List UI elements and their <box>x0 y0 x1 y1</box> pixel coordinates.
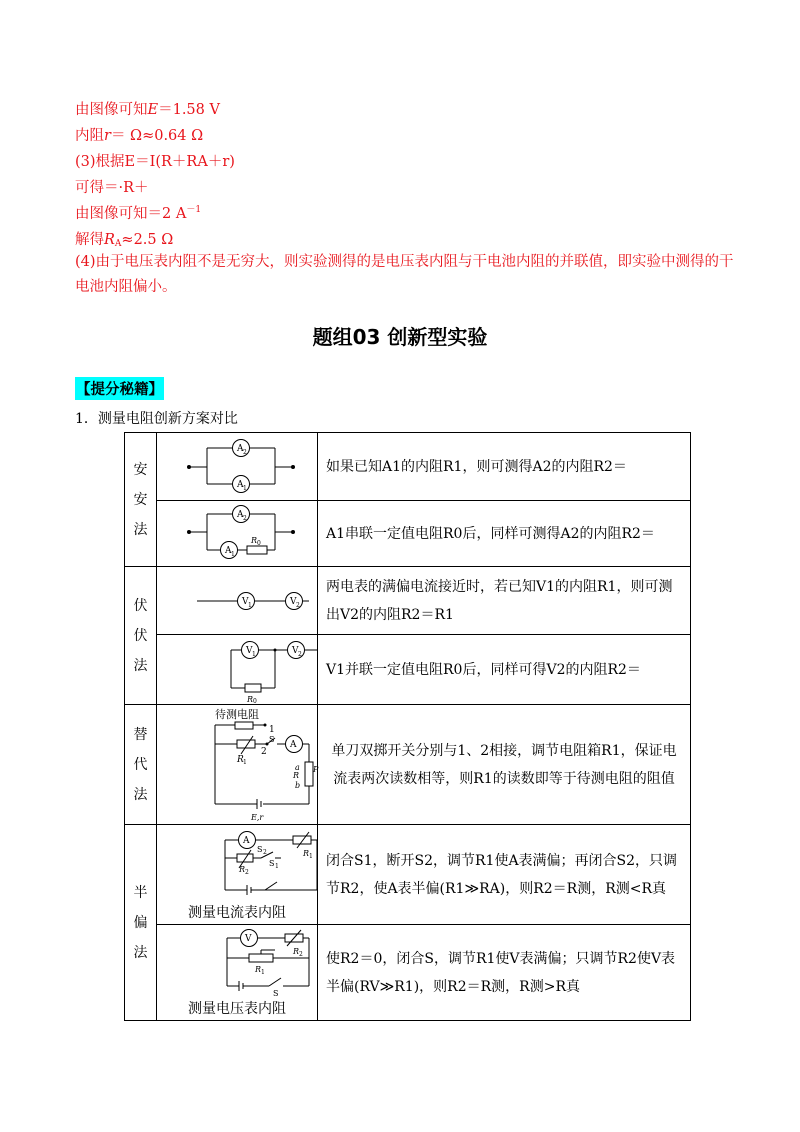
svg-text:2: 2 <box>296 601 300 609</box>
svg-text:2: 2 <box>243 514 247 522</box>
svg-text:P: P <box>313 764 319 774</box>
solution-line-1: 由图像可知E＝1.58 V <box>75 102 220 118</box>
circuit-figure <box>157 925 318 1021</box>
row-text: 闭合S1，断开S2，调节R1使A表满偏；再闭合S2，只调节R2，使A表半偏(R1≫RA)，则R2＝R测，R测<R真 <box>318 825 691 925</box>
svg-text:R: R <box>303 848 310 858</box>
svg-text:1: 1 <box>248 601 252 609</box>
svg-text:1: 1 <box>243 484 247 492</box>
svg-text:R: R <box>293 770 300 780</box>
row-text: 使R2＝0，闭合S，调节R1使V表满偏；只调节R2使V表半偏(RV≫R1)，则R2＝R测，R测>R真 <box>318 925 691 1021</box>
half-deflection-voltmeter-diagram <box>157 928 317 998</box>
substitution-circuit-diagram <box>157 706 317 824</box>
svg-text:0: 0 <box>257 539 261 547</box>
svg-text:R: R <box>293 946 300 956</box>
svg-text:A: A <box>237 443 244 454</box>
svg-text:待测电阻: 待测电阻 <box>215 707 259 721</box>
figure-caption: 测量电压表内阻 <box>188 1000 286 1017</box>
circuit-figure <box>157 567 318 635</box>
circuit-figure <box>157 705 318 825</box>
svg-text:2: 2 <box>243 448 247 456</box>
svg-text:R: R <box>247 694 254 704</box>
svg-text:1: 1 <box>261 968 265 976</box>
svg-text:R: R <box>237 754 244 765</box>
svg-text:V: V <box>292 645 299 656</box>
svg-text:S: S <box>269 858 275 868</box>
solution-line-5: 由图像可知＝2 $A^{-1}$ <box>75 205 202 222</box>
svg-text:2: 2 <box>263 848 267 856</box>
voltmeter-series-diagram <box>157 568 317 634</box>
circuit-figure <box>157 433 318 501</box>
solution-line-4: 可得＝·R＋ <box>75 180 149 196</box>
svg-text:A: A <box>243 835 250 846</box>
svg-text:1: 1 <box>231 550 235 558</box>
svg-text:A: A <box>225 545 232 556</box>
highlight-tag: 【提分秘籍】 <box>75 377 164 400</box>
svg-text:S: S <box>257 844 263 854</box>
svg-text:V: V <box>245 933 252 944</box>
svg-text:S: S <box>273 988 279 998</box>
svg-text:R: R <box>251 535 258 545</box>
row-text: V1并联一定值电阻R0后，同样可得V2的内阻R2＝ <box>318 635 691 705</box>
svg-text:2: 2 <box>299 950 303 958</box>
row-text: 两电表的满偏电流接近时，若已知V1的内阻R1，则可测出V2的内阻R2＝R1 <box>318 567 691 635</box>
section-title: 题组03 创新型实验 <box>312 325 488 349</box>
svg-text:1: 1 <box>243 758 247 766</box>
table-row <box>125 925 691 1021</box>
table-row <box>125 501 691 567</box>
svg-text:0: 0 <box>253 697 257 705</box>
figure-caption: 测量电流表内阻 <box>188 904 286 921</box>
svg-text:V: V <box>242 596 249 607</box>
category-cell: 安 安 法 <box>125 433 157 567</box>
svg-text:R: R <box>255 964 262 974</box>
svg-text:2: 2 <box>261 746 267 757</box>
svg-text:2: 2 <box>245 868 249 876</box>
svg-text:A: A <box>237 509 244 520</box>
category-cell: 替 代 法 <box>125 705 157 825</box>
svg-text:1: 1 <box>252 650 256 658</box>
ammeter-parallel-diagram <box>157 434 317 500</box>
svg-text:V: V <box>246 645 253 656</box>
table-row <box>125 635 691 705</box>
table-row <box>125 433 691 501</box>
svg-text:1: 1 <box>309 852 313 860</box>
svg-text:2: 2 <box>298 650 302 658</box>
ammeter-series-resistor-diagram <box>157 502 317 566</box>
svg-text:1: 1 <box>275 862 279 870</box>
row-text: A1串联一定值电阻R0后，同样可测得A2的内阻R2＝ <box>318 501 691 567</box>
table-row <box>125 705 691 825</box>
svg-text:a: a <box>295 762 300 772</box>
svg-text:V: V <box>290 596 297 607</box>
table-row <box>125 825 691 925</box>
circuit-figure <box>157 825 318 925</box>
row-text: 单刀双掷开关分别与1、2相接，调节电阻箱R1，保证电流表两次读数相等，则R1的读数即等于待测电阻的阻值 <box>318 705 691 825</box>
svg-text:A: A <box>237 479 244 490</box>
svg-text:S: S <box>269 734 275 744</box>
item-heading: 1．测量电阻创新方案对比 <box>75 411 238 427</box>
category-cell: 半 偏 法 <box>125 825 157 1021</box>
svg-text:A: A <box>290 739 297 750</box>
circuit-figure <box>157 501 318 567</box>
category-cell: 伏 伏 法 <box>125 567 157 705</box>
solution-line-7: (4)由于电压表内阻不是无穷大，则实验测得的是电压表内阻与干电池内阻的并联值，即实验中测得的干电池内阻偏小。 <box>75 254 734 295</box>
svg-text:b: b <box>295 780 301 790</box>
svg-text:R: R <box>239 864 246 874</box>
svg-text:1: 1 <box>269 724 275 735</box>
circuit-figure <box>157 635 318 705</box>
comparison-table <box>124 432 691 1021</box>
solution-line-6: 解得$R_A\approx 2.5$ Ω <box>75 232 174 249</box>
row-text: 如果已知A1的内阻R1，则可测得A2的内阻R2＝ <box>318 433 691 501</box>
half-deflection-ammeter-diagram <box>157 828 317 902</box>
solution-line-2: 内阻r＝ Ω≈0.64 Ω <box>75 128 204 144</box>
table-row <box>125 567 691 635</box>
voltmeter-parallel-resistor-diagram <box>157 636 317 704</box>
svg-text:E,r: E,r <box>251 812 264 822</box>
solution-line-3: (3)根据E＝I(R＋RA＋r) <box>75 154 235 170</box>
